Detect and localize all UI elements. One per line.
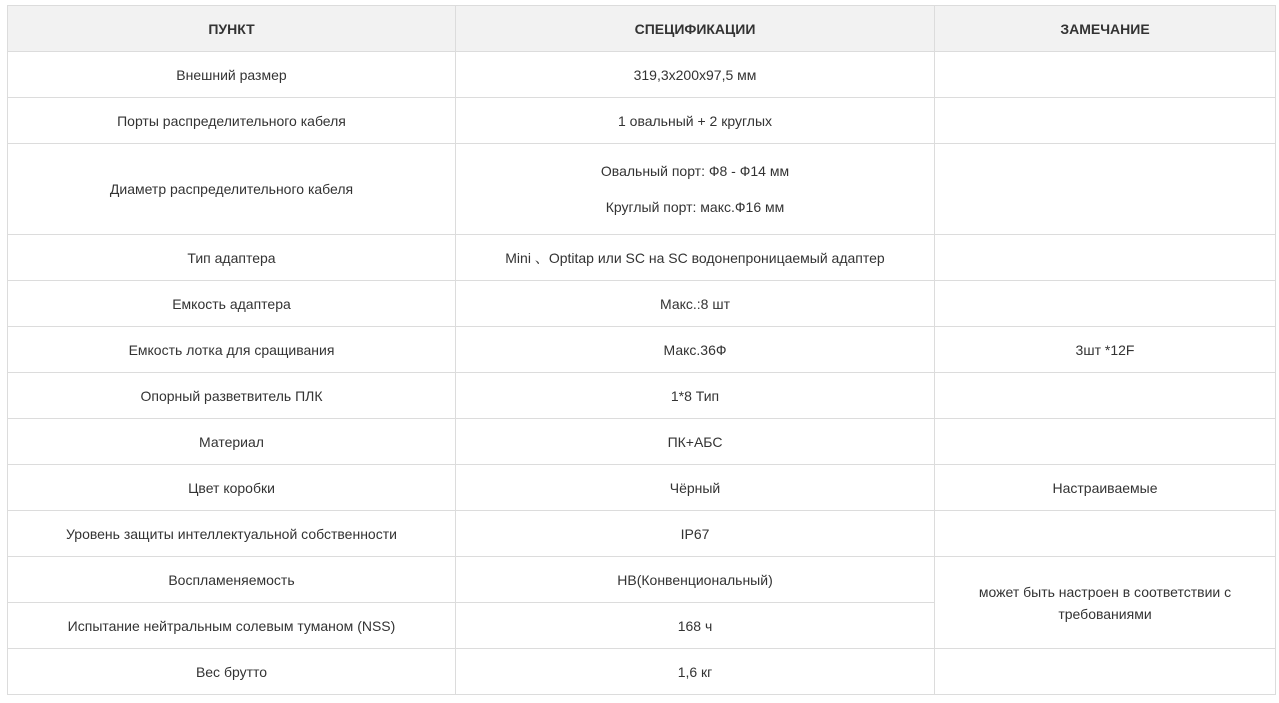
header-specifications: СПЕЦИФИКАЦИИ: [456, 6, 935, 52]
table-row: [8, 98, 1276, 144]
table-row: [8, 144, 1276, 235]
table-header-row: [8, 6, 1276, 52]
row-item-cell: Уровень защиты интеллектуальной собственности: [8, 511, 456, 557]
row-item-cell: Вес брутто: [8, 649, 456, 695]
row-note-cell: [935, 52, 1276, 98]
header-item: ПУНКТ: [8, 6, 456, 52]
table-row: [8, 52, 1276, 98]
spec-line: Круглый порт: макс.Ф16 мм: [605, 199, 785, 215]
row-note-cell: [935, 649, 1276, 695]
table-row: [8, 373, 1276, 419]
row-spec-cell: 1*8 Тип: [456, 373, 935, 419]
row-item-cell: Внешний размер: [8, 52, 456, 98]
row-note-cell: [935, 281, 1276, 327]
table-row: [8, 235, 1276, 281]
row-note-cell: [935, 98, 1276, 144]
row-spec-cell: IP67: [456, 511, 935, 557]
table-row: [8, 465, 1276, 511]
table-row: [8, 327, 1276, 373]
row-item-cell: Тип адаптера: [8, 235, 456, 281]
row-spec-cell: HB(Конвенциональный): [456, 557, 935, 603]
row-note-cell: [935, 511, 1276, 557]
row-note-cell: Настраиваемые: [935, 465, 1276, 511]
specifications-table: [7, 5, 1276, 695]
row-spec-cell: Макс.:8 шт: [456, 281, 935, 327]
spec-table-container: [7, 5, 1276, 695]
row-note-cell: [935, 235, 1276, 281]
table-row: [8, 649, 1276, 695]
row-spec-cell: 319,3х200х97,5 мм: [456, 52, 935, 98]
row-item-cell: Цвет коробки: [8, 465, 456, 511]
table-row: [8, 511, 1276, 557]
row-spec-cell: 168 ч: [456, 603, 935, 649]
row-item-cell: Диаметр распределительного кабеля: [8, 144, 456, 235]
row-item-cell: Порты распределительного кабеля: [8, 98, 456, 144]
row-item-cell: Воспламеняемость: [8, 557, 456, 603]
row-item-cell: Опорный разветвитель ПЛК: [8, 373, 456, 419]
row-spec-cell: 1 овальный + 2 круглых: [456, 98, 935, 144]
table-row: [8, 281, 1276, 327]
row-spec-cell: Макс.36Ф: [456, 327, 935, 373]
row-item-cell: Емкость адаптера: [8, 281, 456, 327]
row-item-cell: Емкость лотка для сращивания: [8, 327, 456, 373]
row-note-cell: 3шт *12F: [935, 327, 1276, 373]
row-spec-cell: ПК+АБС: [456, 419, 935, 465]
row-spec-cell: Mini 、Optitap или SC на SC водонепроницаемый адаптер: [456, 235, 935, 281]
row-note-cell: [935, 144, 1276, 235]
table-row: [8, 557, 1276, 603]
row-spec-cell: Чёрный: [456, 465, 935, 511]
header-note: ЗАМЕЧАНИЕ: [935, 6, 1276, 52]
table-row: [8, 419, 1276, 465]
spec-line: Овальный порт: Ф8 - Ф14 мм: [600, 163, 790, 179]
row-item-cell: Материал: [8, 419, 456, 465]
row-spec-cell: 1,6 кг: [456, 649, 935, 695]
row-note-cell: [935, 419, 1276, 465]
row-item-cell: Испытание нейтральным солевым туманом (NSS): [8, 603, 456, 649]
row-spec-cell: [456, 144, 935, 235]
row-note-cell: [935, 373, 1276, 419]
row-note-cell-merged: может быть настроен в соответствии с требованиями: [935, 557, 1276, 649]
